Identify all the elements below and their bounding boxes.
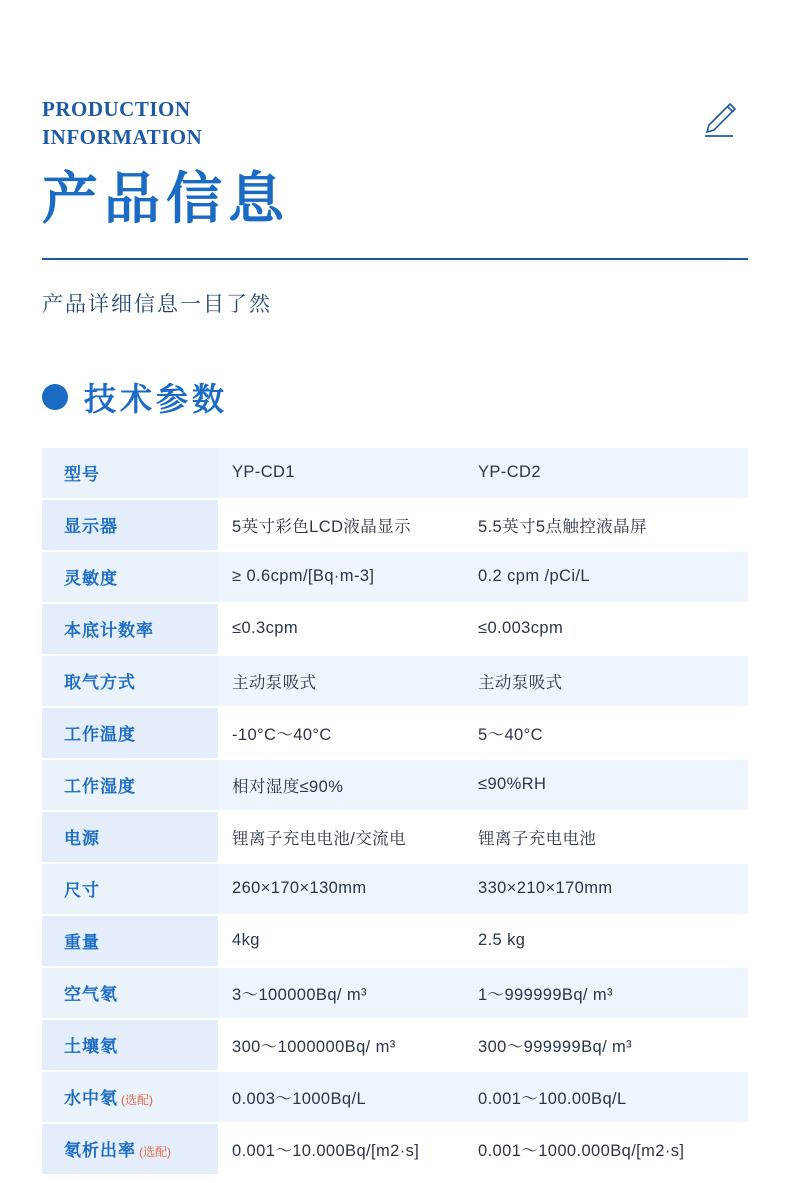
row-value-col2: ≤90%RH bbox=[464, 760, 748, 810]
optional-tag: (选配) bbox=[121, 1093, 153, 1108]
eyebrow-text bbox=[42, 96, 342, 151]
table-row bbox=[42, 1020, 748, 1070]
row-value-col1: 0.003～1000Bq/L bbox=[218, 1072, 464, 1122]
row-label-text: 工作温度 bbox=[64, 725, 136, 745]
row-label-text: 取气方式 bbox=[64, 673, 136, 693]
row-value-col2: 5.5英寸5点触控液晶屏 bbox=[464, 500, 748, 550]
row-value-col1: ≥ 0.6cpm/[Bq·m-3] bbox=[218, 552, 464, 602]
row-label-text: 型号 bbox=[64, 465, 100, 485]
page-subtitle: 产品详细信息一目了然 bbox=[42, 291, 272, 316]
spec-table-body bbox=[42, 448, 748, 1174]
page-title: 产品信息 bbox=[42, 167, 290, 231]
row-label-text: 重量 bbox=[64, 933, 100, 953]
row-label bbox=[42, 500, 218, 550]
row-label-text: 电源 bbox=[64, 829, 100, 849]
row-value-col2: 0.001～100.00Bq/L bbox=[464, 1072, 748, 1122]
row-value-col2: 1～999999Bq/ m³ bbox=[464, 968, 748, 1018]
table-row bbox=[42, 968, 748, 1018]
table-row bbox=[42, 864, 748, 914]
spec-table bbox=[42, 446, 748, 1176]
row-value-col1: ≤0.3cpm bbox=[218, 604, 464, 654]
row-value-col1: 主动泵吸式 bbox=[218, 656, 464, 706]
row-value-col1: 260×170×130mm bbox=[218, 864, 464, 914]
row-label bbox=[42, 760, 218, 810]
page-header bbox=[42, 0, 748, 318]
section-title: 技术参数 bbox=[84, 380, 229, 417]
row-label bbox=[42, 812, 218, 862]
eyebrow-line-2: INFORMATION bbox=[42, 124, 203, 149]
row-value-col2: 主动泵吸式 bbox=[464, 656, 748, 706]
table-row bbox=[42, 656, 748, 706]
row-label-text: 氡析出率 bbox=[64, 1141, 136, 1161]
row-value-col2: 2.5 kg bbox=[464, 916, 748, 966]
row-value-col1: 相对湿度≤90% bbox=[218, 760, 464, 810]
table-row bbox=[42, 1124, 748, 1174]
row-label bbox=[42, 864, 218, 914]
row-label bbox=[42, 916, 218, 966]
row-label bbox=[42, 708, 218, 758]
row-label-text: 本底计数率 bbox=[64, 621, 154, 641]
row-label bbox=[42, 1124, 218, 1174]
table-row bbox=[42, 500, 748, 550]
row-value-col2: YP-CD2 bbox=[464, 448, 748, 498]
dot-bullet-icon bbox=[42, 384, 68, 410]
table-row bbox=[42, 1072, 748, 1122]
row-value-col2: 330×210×170mm bbox=[464, 864, 748, 914]
eyebrow-line-1: PRODUCTION bbox=[42, 97, 191, 121]
row-value-col1: -10°C～40°C bbox=[218, 708, 464, 758]
row-value-col2: 5～40°C bbox=[464, 708, 748, 758]
row-value-col1: 300～1000000Bq/ m³ bbox=[218, 1020, 464, 1070]
optional-tag: (选配) bbox=[139, 1145, 171, 1160]
row-label-text: 土壤氡 bbox=[64, 1037, 118, 1057]
row-label bbox=[42, 604, 218, 654]
row-value-col2: 锂离子充电电池 bbox=[464, 812, 748, 862]
row-label bbox=[42, 1020, 218, 1070]
row-label-text: 空气氡 bbox=[64, 985, 118, 1005]
row-label-text: 灵敏度 bbox=[64, 569, 118, 589]
table-row bbox=[42, 448, 748, 498]
row-value-col2: 300～999999Bq/ m³ bbox=[464, 1020, 748, 1070]
table-row bbox=[42, 552, 748, 602]
row-value-col2: 0.001～1000.000Bq/[m2·s] bbox=[464, 1124, 748, 1174]
row-label bbox=[42, 552, 218, 602]
pencil-icon bbox=[700, 100, 740, 140]
row-value-col1: 5英寸彩色LCD液晶显示 bbox=[218, 500, 464, 550]
row-value-col1: 4kg bbox=[218, 916, 464, 966]
row-value-col1: 3～100000Bq/ m³ bbox=[218, 968, 464, 1018]
row-value-col2: 0.2 cpm /pCi/L bbox=[464, 552, 748, 602]
title-divider bbox=[42, 258, 748, 260]
section-header-tech-params bbox=[42, 374, 748, 420]
row-value-col1: 0.001～10.000Bq/[m2·s] bbox=[218, 1124, 464, 1174]
row-label bbox=[42, 1072, 218, 1122]
row-label-text: 显示器 bbox=[64, 517, 118, 537]
table-row bbox=[42, 760, 748, 810]
row-label bbox=[42, 968, 218, 1018]
row-label bbox=[42, 448, 218, 498]
row-value-col1: YP-CD1 bbox=[218, 448, 464, 498]
table-row bbox=[42, 916, 748, 966]
row-label-text: 工作湿度 bbox=[64, 777, 136, 797]
table-row bbox=[42, 708, 748, 758]
row-label bbox=[42, 656, 218, 706]
table-row bbox=[42, 604, 748, 654]
row-value-col2: ≤0.003cpm bbox=[464, 604, 748, 654]
row-value-col1: 锂离子充电电池/交流电 bbox=[218, 812, 464, 862]
row-label-text: 尺寸 bbox=[64, 881, 100, 901]
row-label-text: 水中氡 bbox=[64, 1089, 118, 1109]
table-row bbox=[42, 812, 748, 862]
